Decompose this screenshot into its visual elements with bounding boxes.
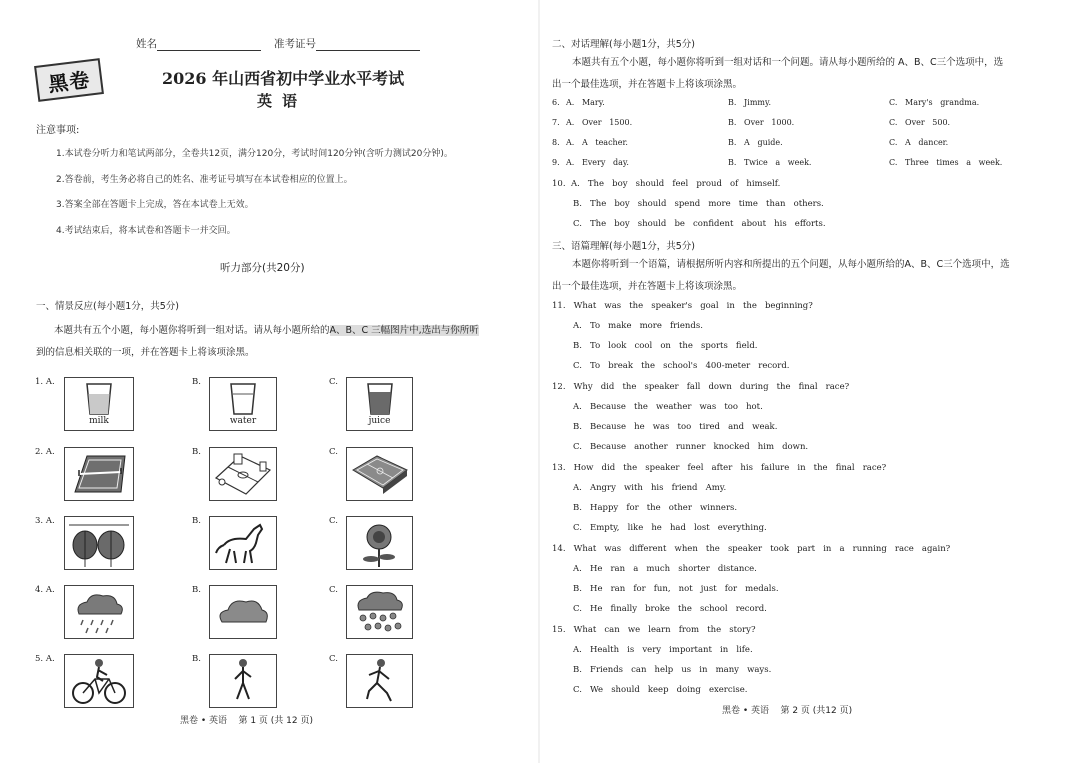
note-item: 1.本试卷分听力和笔试两部分，全卷共12页，满分120分，考试时间120分钟(含听力测试20分钟)。: [56, 149, 453, 159]
question-number: 5. A.: [35, 654, 55, 664]
option-b: B. Happy for the other winners.: [573, 503, 738, 513]
basketball-court-icon: [210, 448, 276, 500]
option-c: C. Because another runner knocked him down.: [573, 442, 809, 452]
snow-cloud-icon: [347, 586, 412, 638]
picture-caption: water: [229, 416, 257, 426]
flower-picture[interactable]: [346, 516, 413, 570]
section-2-instructions: 本题共有五个小题，每小题你将听到一组对话和一个问题。请从每小题所给的 A、B、C三个选项中，选 出一个最佳选项，并在答题卡上将该项涂黑。: [552, 57, 1004, 90]
question-number: 7.: [552, 118, 560, 127]
question-number: 4. A.: [35, 585, 55, 595]
question-text: 14. What was different when the speaker took part in a running race again?: [552, 544, 951, 554]
football-pitch-picture[interactable]: [346, 447, 413, 501]
option-a: A. To make more friends.: [573, 321, 703, 331]
walking-picture[interactable]: [209, 654, 277, 708]
question-text: 15. What can we learn from the story?: [552, 625, 756, 635]
tennis-court-icon: [65, 448, 133, 500]
water-glass-picture[interactable]: [209, 377, 277, 431]
option-a: A. Health is very important in life.: [573, 645, 753, 655]
notes-heading: 注意事项:: [36, 125, 80, 136]
option-label: C.: [329, 654, 338, 664]
option-label: B.: [192, 447, 201, 457]
name-label: 姓名: [136, 38, 157, 50]
lanterns-picture[interactable]: [64, 516, 134, 570]
section-2-heading: 二、对话理解(每小题1分，共5分): [552, 39, 696, 50]
id-label: 准考证号: [274, 38, 316, 50]
basketball-court-picture[interactable]: [209, 447, 277, 501]
option-b: B. Twice a week.: [728, 158, 812, 167]
option-c: C. Empty, like he had lost everything.: [573, 523, 767, 533]
running-person-icon: [347, 655, 412, 707]
option-a: A. Over 1500.: [566, 118, 633, 127]
cloudy-picture[interactable]: [209, 585, 277, 639]
picture-caption: milk: [89, 416, 109, 426]
option-b: B. Jimmy.: [728, 98, 771, 107]
listening-title: 听力部分(共20分): [220, 262, 305, 274]
page-2-footer: 黑卷 • 英语 第 2 页 (共12 页): [722, 706, 853, 716]
question-number: 2. A.: [35, 447, 55, 457]
section-3-heading: 三、语篇理解(每小题1分，共5分): [552, 241, 696, 252]
flower-icon: [347, 517, 412, 569]
option-label: C.: [329, 447, 338, 457]
walking-person-icon: [210, 655, 276, 707]
note-item: 3.答案全部在答题卡上完成，答在本试卷上无效。: [56, 200, 254, 210]
juice-glass-picture[interactable]: [346, 377, 413, 431]
option-label: B.: [192, 654, 201, 664]
option-b: B. A guide.: [728, 138, 783, 147]
subject-title: 英语: [257, 92, 308, 110]
option-label: C.: [329, 516, 338, 526]
section-1-instructions: 本题共有五个小题，每小题你将听到一组对话。请从每小题所给的A、B、C 三幅图片中,选出与你所听 到的信息相关联的一项，并在答题卡上将该项涂黑。: [36, 325, 479, 358]
option-b: B. Over 1000.: [728, 118, 795, 127]
section-1-heading: 一、情景反应(每小题1分，共5分): [36, 301, 180, 312]
option-b: B. He ran for fun, not just for medals.: [573, 584, 779, 594]
tennis-court-picture[interactable]: [64, 447, 134, 501]
question-number: 8.: [552, 138, 560, 147]
note-item: 2.答卷前，考生务必将自己的姓名、准考证号填写在本试卷相应的位置上。: [56, 175, 353, 185]
option-a: A. The boy should feel proud of himself.: [570, 179, 781, 189]
football-pitch-icon: [347, 448, 412, 500]
rain-picture[interactable]: [64, 585, 134, 639]
name-blank: [157, 39, 261, 51]
option-c: C. To break the school's 400-meter record.: [573, 361, 790, 371]
option-label: B.: [192, 377, 201, 387]
option-c: C. The boy should be confident about his efforts.: [573, 219, 826, 229]
option-b: B. To look cool on the sports field.: [573, 341, 758, 351]
picture-caption: juice: [368, 416, 391, 426]
highlighted-instruction: A、B、C 三幅图片中,选出与你所听: [329, 325, 479, 336]
option-label: B.: [192, 585, 201, 595]
question-number: 6.: [552, 98, 560, 107]
question-text: 13. How did the speaker feel after his failure in the final race?: [552, 463, 887, 473]
option-label: C.: [329, 377, 338, 387]
snow-picture[interactable]: [346, 585, 413, 639]
option-c: C. Three times a week.: [889, 158, 1003, 167]
rain-cloud-icon: [65, 586, 133, 638]
option-a: A. Angry with his friend Amy.: [573, 483, 727, 493]
heijuan-logo: 黑卷: [34, 58, 104, 102]
section-3-instructions: 本题你将听到一个语篇，请根据所听内容和所提出的五个问题，从每小题所给的A、B、C三个选项中，选 出一个最佳选项，并在答题卡上将该项涂黑。: [552, 259, 1010, 292]
id-field: [274, 36, 420, 51]
page-2: [540, 0, 1080, 763]
option-c: C. Over 500.: [889, 118, 951, 127]
question-number: 1. A.: [35, 377, 55, 387]
option-a: A. Mary.: [566, 98, 605, 107]
name-field: [136, 36, 261, 51]
cycling-picture[interactable]: [64, 654, 134, 708]
option-c: C. We should keep doing exercise.: [573, 685, 748, 695]
id-blank: [316, 39, 420, 51]
exam-title: 2026 年山西省初中学业水平考试: [162, 69, 405, 88]
horse-icon: [210, 517, 276, 569]
bicycle-icon: [65, 655, 133, 707]
question-text: 11. What was the speaker's goal in the beginning?: [552, 301, 813, 311]
question-10: [552, 179, 780, 189]
question-text: 12. Why did the speaker fall down during the final race?: [552, 382, 850, 392]
option-c: C. Mary's grandma.: [889, 98, 980, 107]
option-b: B. The boy should spend more time than others.: [573, 199, 824, 209]
horse-picture[interactable]: [209, 516, 277, 570]
option-c: C. He finally broke the school record.: [573, 604, 767, 614]
question-number: 10.: [552, 179, 566, 189]
cloud-icon: [210, 586, 276, 638]
option-a: A. He ran a much shorter distance.: [573, 564, 757, 574]
lantern-icon: [65, 517, 133, 569]
option-label: C.: [329, 585, 338, 595]
note-item: 4.考试结束后，将本试卷和答题卡一并交回。: [56, 226, 236, 236]
option-a: A. Every day.: [566, 158, 629, 167]
milk-glass-picture[interactable]: [64, 377, 134, 431]
option-c: C. A dancer.: [889, 138, 949, 147]
page-1-footer: 黑卷 • 英语 第 1 页 (共 12 页): [180, 716, 313, 726]
question-number: 3. A.: [35, 516, 55, 526]
option-a: A. A teacher.: [566, 138, 628, 147]
option-b: B. Because he was too tired and weak.: [573, 422, 778, 432]
option-label: B.: [192, 516, 201, 526]
running-picture[interactable]: [346, 654, 413, 708]
option-a: A. Because the weather was too hot.: [573, 402, 763, 412]
question-number: 9.: [552, 158, 560, 167]
option-b: B. Friends can help us in many ways.: [573, 665, 772, 675]
